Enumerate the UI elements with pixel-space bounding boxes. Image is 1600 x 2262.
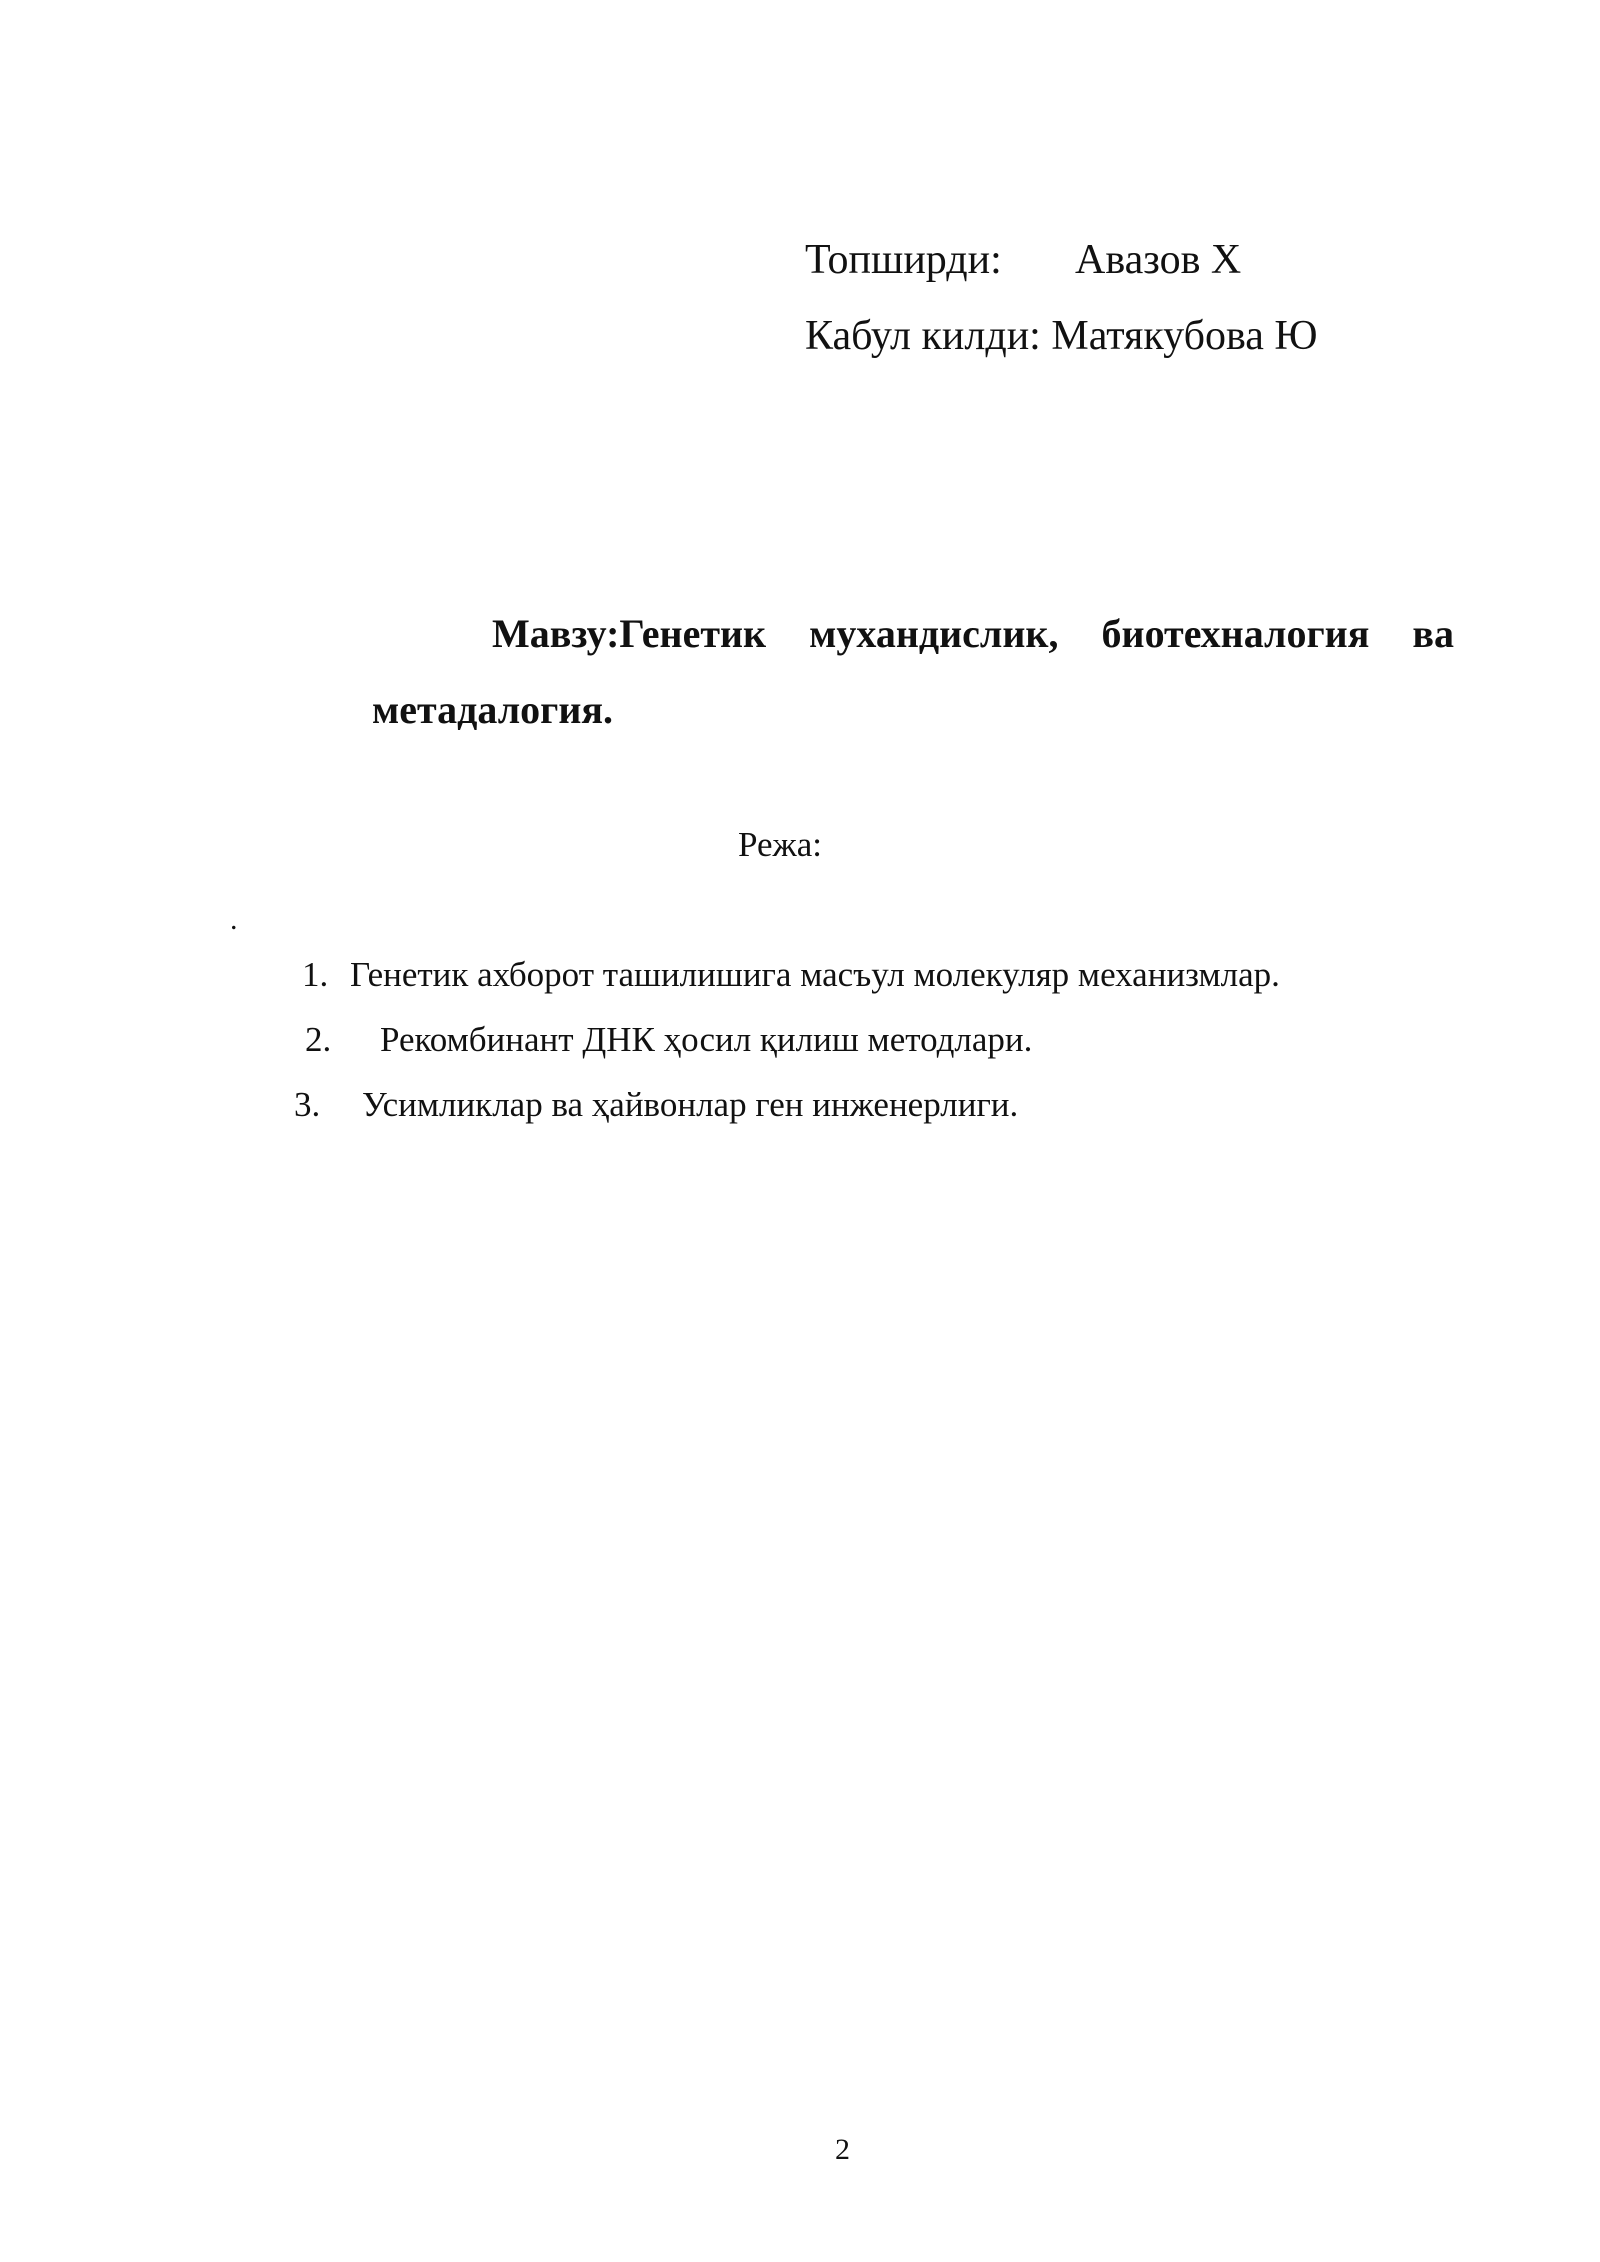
page-number: 2	[835, 2133, 850, 2166]
plan-item-text: Усимликлар ва ҳайвонлар ген инженерлиги.	[362, 1085, 1019, 1124]
topic-title-line-1: Мавзу:Генетик мухандислик, биотехналогия ва	[492, 611, 1454, 656]
plan-item-number: 1.	[302, 955, 329, 994]
plan-item-text: Генетик ахборот ташилишига масъул молекуляр механизмлар.	[350, 955, 1280, 994]
plan-item-number: 2.	[305, 1020, 332, 1059]
submitted-by-label: Топширди:	[805, 237, 1002, 283]
topic-title	[372, 596, 1454, 748]
accepted-by-name: Матякубова Ю	[1051, 313, 1318, 359]
accepted-by-label: Кабул килди:	[805, 313, 1041, 359]
submitted-by-line	[805, 222, 1318, 298]
topic-title-line-2: метадалогия.	[372, 687, 614, 732]
plan-heading: Режа:	[738, 825, 822, 864]
plan-item-text: Рекомбинант ДНК ҳосил қилиш методлари.	[380, 1020, 1033, 1059]
stray-dot: .	[230, 903, 238, 936]
submitted-by-name: Авазов Х	[1075, 237, 1242, 283]
plan-item-number: 3.	[294, 1085, 321, 1124]
accepted-by-line	[805, 298, 1318, 374]
credits-block	[805, 222, 1318, 374]
